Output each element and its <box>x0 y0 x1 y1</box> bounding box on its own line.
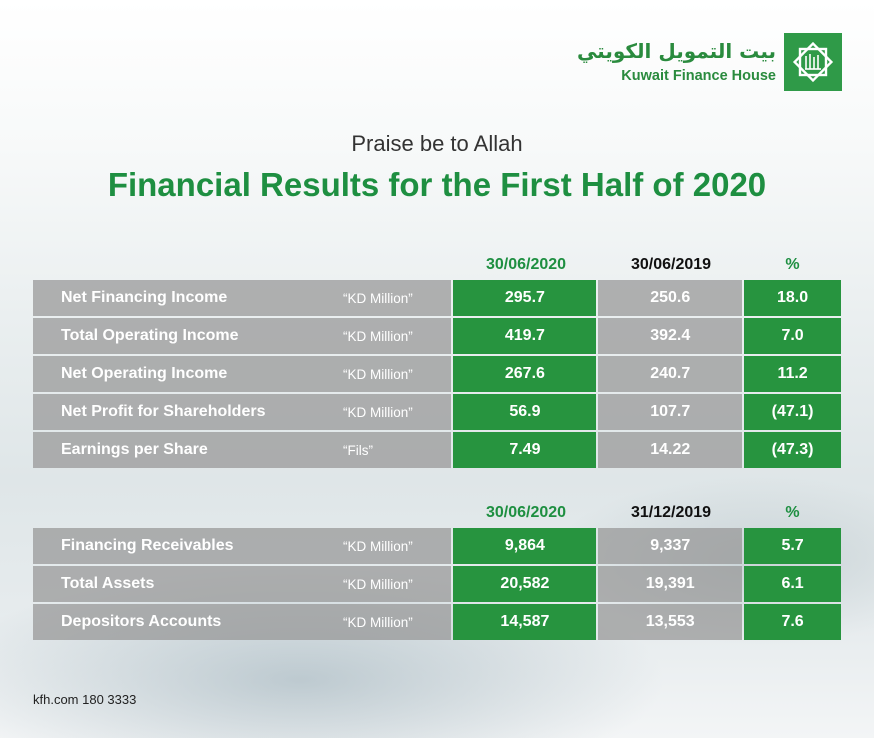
table-header <box>33 500 841 528</box>
income-results-table <box>33 252 841 470</box>
row-unit: “KD Million” <box>343 290 413 306</box>
contact-footer: kfh.com 180 3333 <box>33 692 137 707</box>
row-unit: “KD Million” <box>343 404 413 420</box>
current-value: 56.9 <box>453 394 596 430</box>
kfh-emblem-icon <box>784 33 842 91</box>
row-unit: “Fils” <box>343 442 373 458</box>
row-label-cell <box>33 280 451 316</box>
header-change-percent: % <box>785 504 800 521</box>
balance-sheet-table <box>33 500 841 642</box>
previous-value: 9,337 <box>598 528 742 564</box>
kfh-logo <box>577 32 842 92</box>
previous-value: 13,553 <box>598 604 742 640</box>
change-value: 18.0 <box>744 280 841 316</box>
current-value: 267.6 <box>453 356 596 392</box>
current-value: 14,587 <box>453 604 596 640</box>
row-label: Net Operating Income <box>61 365 228 382</box>
change-value: (47.3) <box>744 432 841 468</box>
row-unit: “KD Million” <box>343 328 413 344</box>
current-value: 9,864 <box>453 528 596 564</box>
previous-value: 250.6 <box>598 280 742 316</box>
table-row <box>33 394 841 432</box>
row-unit: “KD Million” <box>343 366 413 382</box>
logo-arabic-name: بيت التمويل الكويتي <box>576 39 776 63</box>
table-header <box>33 252 841 280</box>
table-row <box>33 356 841 394</box>
table-row <box>33 318 841 356</box>
row-label-cell <box>33 432 451 468</box>
current-value: 295.7 <box>453 280 596 316</box>
current-value: 20,582 <box>453 566 596 602</box>
row-label: Financing Receivables <box>61 537 234 554</box>
row-label-cell <box>33 356 451 392</box>
change-value: 11.2 <box>744 356 841 392</box>
table-row <box>33 566 841 604</box>
current-value: 419.7 <box>453 318 596 354</box>
table-row <box>33 432 841 470</box>
change-value: 6.1 <box>744 566 841 602</box>
row-label-cell <box>33 318 451 354</box>
header-previous-period: 31/12/2019 <box>630 504 712 521</box>
current-value: 7.49 <box>453 432 596 468</box>
row-label: Earnings per Share <box>61 441 208 458</box>
previous-value: 19,391 <box>598 566 742 602</box>
row-label-cell <box>33 566 451 602</box>
row-unit: “KD Million” <box>343 614 413 630</box>
change-value: 7.6 <box>744 604 841 640</box>
table-row <box>33 604 841 642</box>
header-change-percent: % <box>785 256 800 273</box>
header-current-period: 30/06/2020 <box>485 504 567 521</box>
row-label-cell <box>33 394 451 430</box>
header-current-period: 30/06/2020 <box>485 256 567 273</box>
row-label: Depositors Accounts <box>61 613 222 630</box>
row-unit: “KD Million” <box>343 538 413 554</box>
row-label: Total Assets <box>61 575 155 592</box>
table-row <box>33 280 841 318</box>
previous-value: 107.7 <box>598 394 742 430</box>
change-value: 7.0 <box>744 318 841 354</box>
row-label: Net Financing Income <box>61 289 228 306</box>
previous-value: 392.4 <box>598 318 742 354</box>
change-value: 5.7 <box>744 528 841 564</box>
logo-english-name: Kuwait Finance House <box>621 68 776 84</box>
previous-value: 14.22 <box>598 432 742 468</box>
header-previous-period: 30/06/2019 <box>630 256 712 273</box>
row-label-cell <box>33 528 451 564</box>
row-label: Net Profit for Shareholders <box>61 403 266 420</box>
row-label-cell <box>33 604 451 640</box>
logo-text <box>577 39 776 85</box>
table-row <box>33 528 841 566</box>
row-unit: “KD Million” <box>343 576 413 592</box>
row-label: Total Operating Income <box>61 327 239 344</box>
previous-value: 240.7 <box>598 356 742 392</box>
change-value: (47.1) <box>744 394 841 430</box>
praise-heading: Praise be to Allah <box>351 131 523 156</box>
page-title: Financial Results for the First Half of 2020 <box>107 166 767 203</box>
